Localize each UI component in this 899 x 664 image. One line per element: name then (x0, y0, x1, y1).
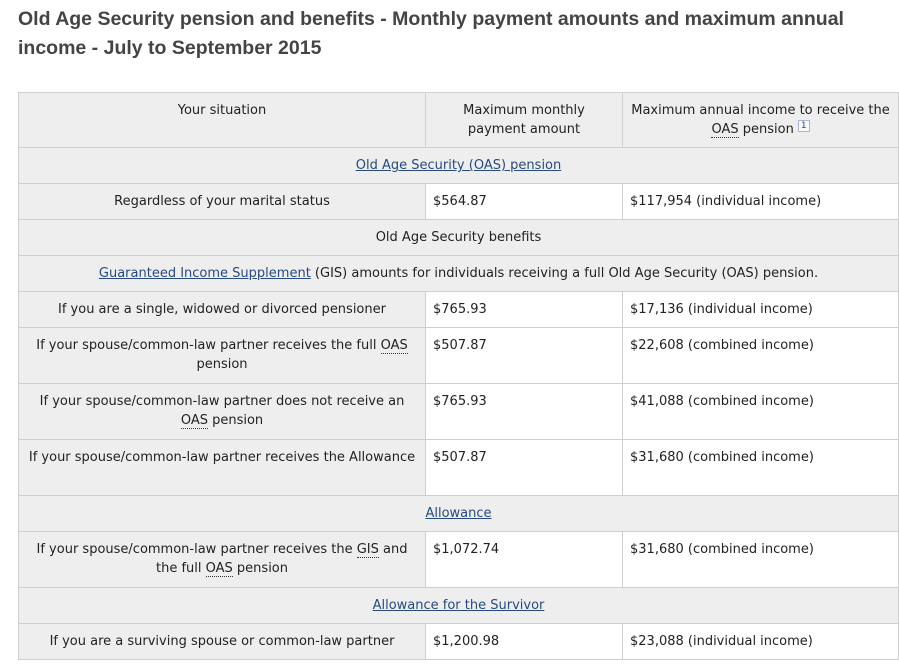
table-row (19, 292, 899, 328)
table-row (19, 624, 899, 660)
header-situation: Your situation (19, 93, 426, 148)
table-row (19, 384, 899, 440)
header-annual (623, 93, 899, 148)
footnote-link[interactable]: 1 (798, 120, 810, 132)
situation-text-start: If your spouse/common-law partner does not receive an (39, 394, 405, 409)
gis-section-text: (GIS) amounts for individuals receiving a full Old Age Security (OAS) pension. (310, 266, 819, 281)
row-monthly: $765.93 (426, 384, 623, 440)
row-annual: $117,954 (individual income) (623, 184, 899, 220)
row-monthly: $564.87 (426, 184, 623, 220)
row-annual: $22,608 (combined income) (623, 328, 899, 384)
row-situation: If you are a single, widowed or divorced pensioner (19, 292, 426, 328)
situation-text-end: pension (232, 561, 288, 576)
section-row-allowance (19, 496, 899, 532)
section-gis (19, 256, 899, 292)
situation-text-middle: and the full (156, 542, 408, 576)
gis-abbr: GIS (356, 542, 379, 557)
oas-abbr: OAS (205, 561, 233, 576)
situation-text-end: pension (207, 413, 264, 428)
row-annual: $17,136 (individual income) (623, 292, 899, 328)
header-annual-text-end: pension (738, 122, 794, 137)
section-survivor (19, 588, 899, 624)
row-monthly: $1,072.74 (426, 532, 623, 588)
section-row-benefits (19, 220, 899, 256)
row-annual: $41,088 (combined income) (623, 384, 899, 440)
table-row (19, 532, 899, 588)
oas-abbr: OAS (380, 338, 408, 353)
situation-text-end: pension (196, 357, 248, 372)
table-row (19, 328, 899, 384)
row-monthly: $507.87 (426, 328, 623, 384)
row-annual: $23,088 (individual income) (623, 624, 899, 660)
row-monthly: $765.93 (426, 292, 623, 328)
section-benefits: Old Age Security benefits (19, 220, 899, 256)
row-monthly: $507.87 (426, 440, 623, 496)
allowance-link[interactable]: Allowance (425, 506, 492, 521)
row-situation (19, 532, 426, 588)
row-monthly: $1,200.98 (426, 624, 623, 660)
header-monthly: Maximum monthly payment amount (426, 93, 623, 148)
section-row-survivor (19, 588, 899, 624)
situation-text-start: If your spouse/common-law partner receives the (36, 542, 357, 557)
section-oas (19, 148, 899, 184)
table-header-row (19, 93, 899, 148)
section-row-gis (19, 256, 899, 292)
benefits-table (18, 92, 899, 660)
row-situation (19, 328, 426, 384)
row-situation: If you are a surviving spouse or common-law partner (19, 624, 426, 660)
allowance-survivor-link[interactable]: Allowance for the Survivor (372, 598, 545, 613)
row-situation: If your spouse/common-law partner receives the Allowance (19, 440, 426, 496)
section-row-oas (19, 148, 899, 184)
section-allowance (19, 496, 899, 532)
oas-pension-link[interactable]: Old Age Security (OAS) pension (355, 158, 562, 173)
row-annual: $31,680 (combined income) (623, 440, 899, 496)
gis-link[interactable]: Guaranteed Income Supplement (98, 266, 311, 281)
table-row (19, 184, 899, 220)
page-title: Old Age Security pension and benefits - Monthly payment amounts and maximum annual income - July to September 2015 (18, 8, 844, 59)
header-annual-abbr: OAS (711, 122, 739, 137)
row-annual: $31,680 (combined income) (623, 532, 899, 588)
header-annual-text-start: Maximum annual income to receive the (631, 103, 890, 118)
situation-text-start: If your spouse/common-law partner receives the full (36, 338, 381, 353)
oas-abbr: OAS (180, 413, 208, 428)
row-situation (19, 384, 426, 440)
row-situation: Regardless of your marital status (19, 184, 426, 220)
table-row (19, 440, 899, 496)
